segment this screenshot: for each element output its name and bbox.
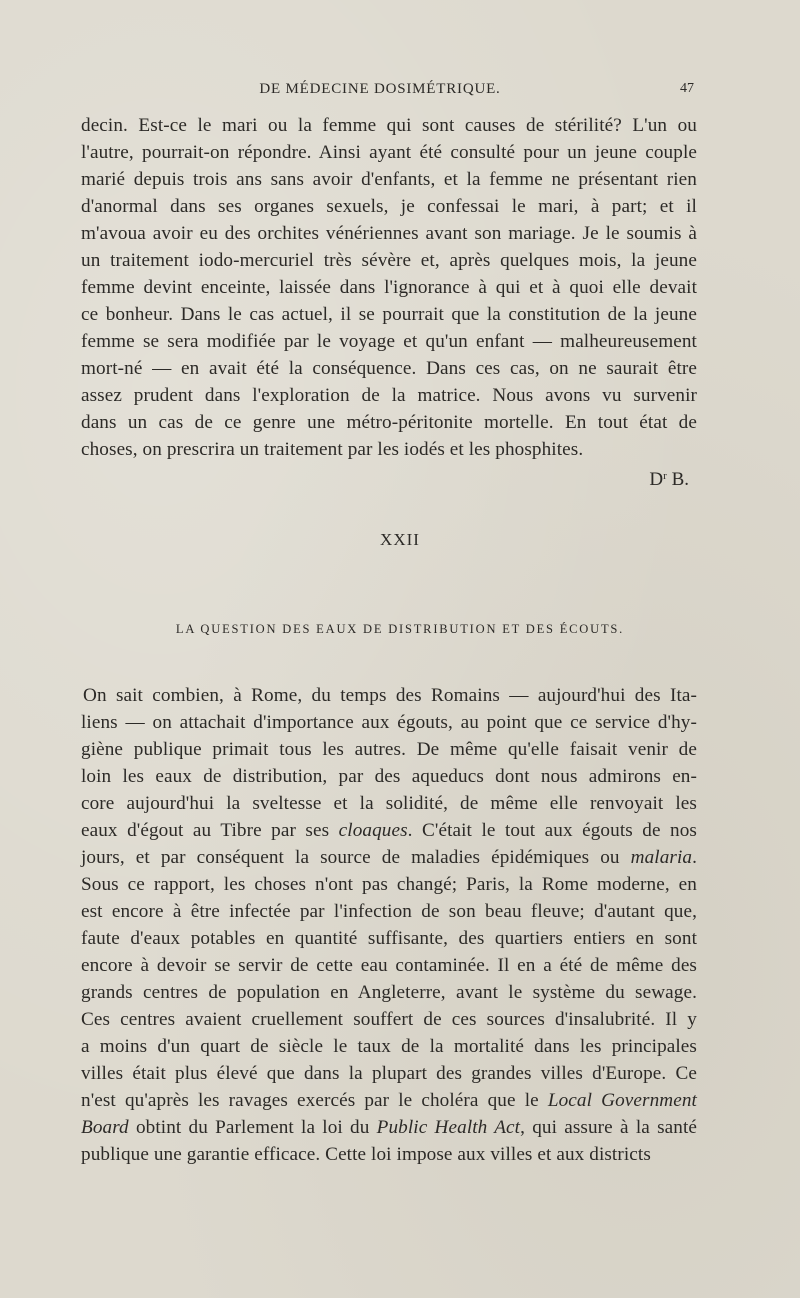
text-line: l'autre, pourrait-on répondre. Ainsi ayant été consulté pour un jeune couple — [81, 142, 697, 163]
text-line: mort-né — en avait été la conséquence. Dans ces cas, on ne saurait être — [81, 358, 697, 379]
text-line-mixed — [81, 817, 697, 844]
italic-term: Public Health Act — [376, 1117, 521, 1138]
body-paragraph — [81, 682, 697, 1168]
text-segment: obtint du Parlement la loi du — [128, 1117, 377, 1138]
text-segment: jours, et par conséquent la source de maladies épidémiques ou — [81, 847, 631, 868]
text-line: faute d'eaux potables en quantité suffisante, des quartiers entiers en sont — [81, 928, 697, 949]
text-line: encore à devoir se servir de cette eau contaminée. Il en a été de même des — [81, 955, 697, 976]
signature-name: B. — [666, 469, 689, 490]
section-number: XXII — [380, 530, 420, 549]
signature-prefix: D — [649, 469, 664, 490]
text-line: Sous ce rapport, les choses n'ont pas changé; Paris, la Rome moderne, en — [81, 874, 697, 895]
text-line: assez prudent dans l'exploration de la matrice. Nous avons vu survenir — [81, 385, 697, 406]
text-line: grands centres de population en Angleterre, avant le système du sewage. — [81, 982, 697, 1003]
closing-paragraph — [81, 112, 697, 490]
text-segment: . C'était le tout aux égouts de nos — [407, 820, 697, 841]
text-segment: n'est qu'après les ravages exercés par le choléra que le — [81, 1090, 548, 1111]
italic-term: Local Government — [547, 1090, 697, 1111]
italic-term: malaria — [630, 847, 693, 868]
text-line: ce bonheur. Dans le cas actuel, il se pourrait que la constitution de la jeune — [81, 304, 697, 325]
text-line: decin. Est-ce le mari ou la femme qui sont causes de stérilité? L'un ou — [81, 115, 697, 136]
text-line-mixed — [81, 1114, 697, 1141]
section-title: LA QUESTION DES EAUX DE DISTRIBUTION ET DES ÉCOUTS. — [175, 622, 625, 636]
text-line: marié depuis trois ans sans avoir d'enfants, et la femme ne présentant rien — [81, 169, 697, 190]
text-line: giène publique primait tous les autres. De même qu'elle faisait venir de — [81, 739, 697, 760]
text-segment: , qui assure à la santé — [520, 1117, 697, 1138]
page-number: 47 — [680, 81, 694, 96]
text-line-mixed — [81, 1087, 697, 1114]
text-line: un traitement iodo-mercuriel très sévère et, après quelques mois, la jeune — [81, 250, 697, 271]
text-line: femme devint enceinte, laissée dans l'ignorance à qui et à quoi elle devait — [81, 277, 697, 298]
text-line: d'anormal dans ses organes sexuels, je confessai le mari, à part; et il — [81, 196, 697, 217]
text-line: choses, on prescrira un traitement par les iodés et les phosphites. — [81, 439, 584, 460]
text-line: liens — on attachait d'importance aux égouts, au point que ce service d'hy- — [81, 712, 697, 733]
text-segment: . — [692, 847, 697, 868]
text-line: villes était plus élevé que dans la plupart des grandes villes d'Europe. Ce — [81, 1063, 697, 1084]
italic-term: cloaques — [338, 820, 408, 841]
text-line: m'avoua avoir eu des orchites vénériennes avant son mariage. Je le soumis à — [81, 223, 697, 244]
text-line-mixed — [81, 844, 697, 871]
author-signature — [81, 463, 697, 490]
italic-term: Board — [81, 1117, 129, 1138]
signature-superscript: r — [663, 470, 667, 482]
text-line: On sait combien, à Rome, du temps des Romains — aujourd'hui des Ita- — [83, 685, 697, 706]
text-line: Ces centres avaient cruellement souffert de ces sources d'insalubrité. Il y — [81, 1009, 697, 1030]
text-line: est encore à être infectée par l'infection de son beau fleuve; d'autant que, — [81, 901, 697, 922]
text-line: femme se sera modifiée par le voyage et qu'un enfant — malheureusement — [81, 331, 697, 352]
text-line: core aujourd'hui la sveltesse et la solidité, de même elle renvoyait les — [81, 793, 697, 814]
running-head — [60, 81, 700, 101]
text-segment: eaux d'égout au Tibre par ses — [81, 820, 339, 841]
text-line: loin les eaux de distribution, par des aqueducs dont nous admirons en- — [81, 766, 697, 787]
text-line: dans un cas de ce genre une métro-péritonite mortelle. En tout état de — [81, 412, 697, 433]
text-line: a moins d'un quart de siècle le taux de la mortalité dans les principales — [81, 1036, 697, 1057]
text-line: publique une garantie efficace. Cette loi impose aux villes et aux districts — [81, 1144, 651, 1165]
running-title: DE MÉDECINE DOSIMÉTRIQUE. — [259, 81, 501, 97]
